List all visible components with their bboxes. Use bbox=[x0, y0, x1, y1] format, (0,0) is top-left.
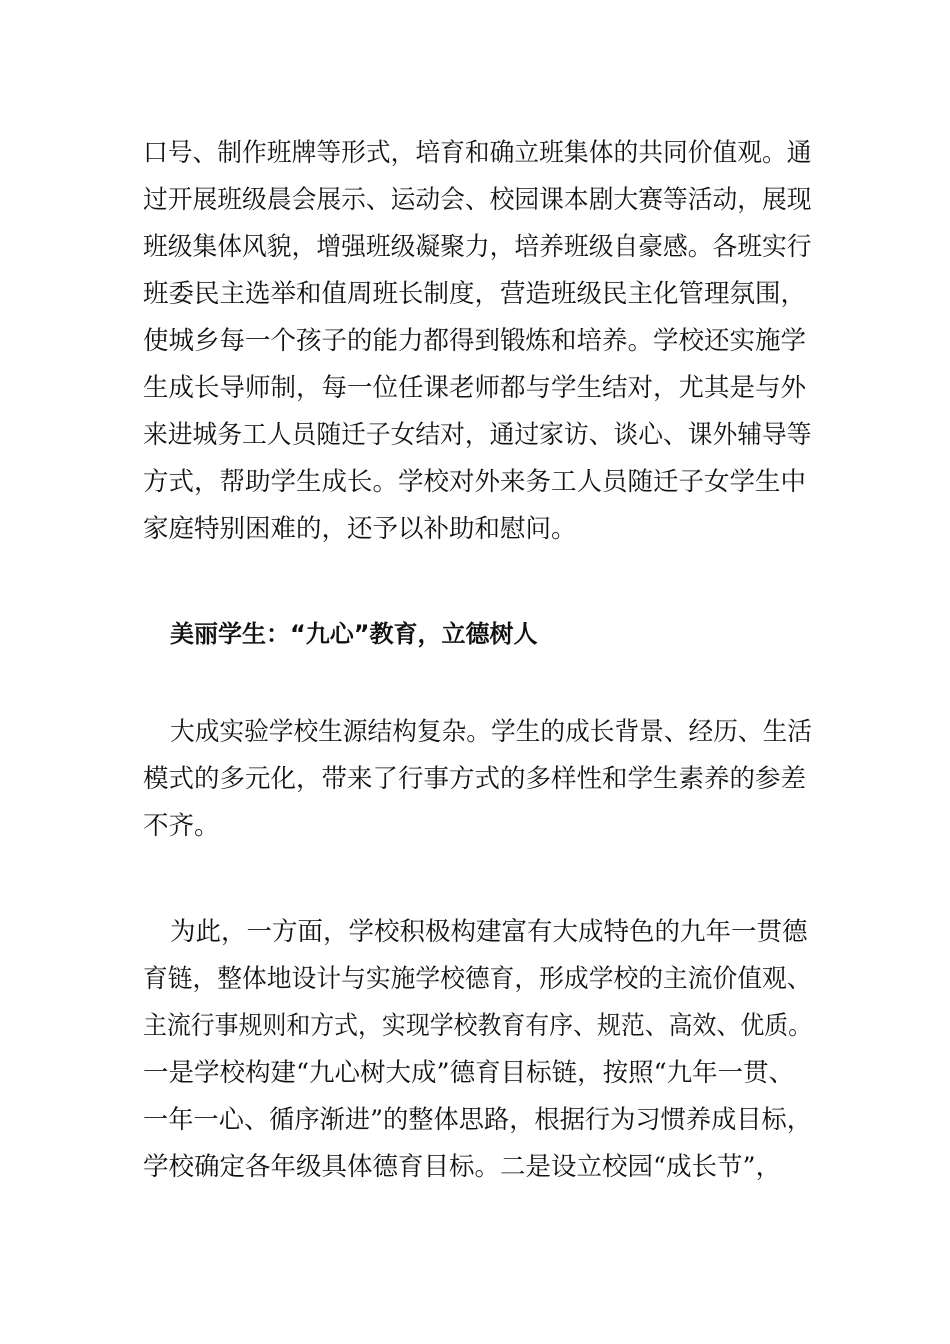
text-line: 学校确定各年级具体德育目标。二是设立校园“成长节”， bbox=[143, 1152, 782, 1182]
text-line: 为此，一方面，学校积极构建富有大成特色的九年一贯德 bbox=[170, 917, 808, 947]
text-line: 生成长导师制，每一位任课老师都与学生结对，尤其是与外 bbox=[143, 373, 807, 403]
section-heading: 美丽学生：“九心”教育，立德树人 bbox=[170, 620, 538, 648]
text-line: 育链，整体地设计与实施学校德育，形成学校的主流价值观、 bbox=[143, 964, 812, 994]
text-line: 不齐。 bbox=[143, 811, 220, 841]
text-line: 过开展班级晨会展示、运动会、校园课本剧大赛等活动，展现 bbox=[143, 185, 812, 215]
text-line: 一年一心、循序渐进”的整体思路，根据行为习惯养成目标， bbox=[143, 1105, 813, 1135]
text-line: 方式，帮助学生成长。学校对外来务工人员随迁子女学生中 bbox=[143, 467, 807, 497]
text-line: 来进城务工人员随迁子女结对，通过家访、谈心、课外辅导等 bbox=[143, 420, 812, 450]
text-line: 使城乡每一个孩子的能力都得到锻炼和培养。学校还实施学 bbox=[143, 326, 807, 356]
text-line: 主流行事规则和方式，实现学校教育有序、规范、高效、优质。 bbox=[143, 1011, 813, 1041]
text-line: 家庭特别困难的，还予以补助和慰问。 bbox=[143, 514, 577, 544]
text-line: 口号、制作班牌等形式，培育和确立班集体的共同价值观。通 bbox=[143, 138, 812, 168]
text-line: 班委民主选举和值周班长制度，营造班级民主化管理氛围， bbox=[143, 279, 807, 309]
text-line: 大成实验学校生源结构复杂。学生的成长背景、经历、生活 bbox=[170, 717, 812, 747]
text-line: 班级集体风貌，增强班级凝聚力，培养班级自豪感。各班实行 bbox=[143, 232, 812, 262]
text-line: 模式的多元化，带来了行事方式的多样性和学生素养的参差 bbox=[143, 764, 807, 794]
text-line: 一是学校构建“九心树大成”德育目标链，按照“九年一贯、 bbox=[143, 1058, 795, 1088]
